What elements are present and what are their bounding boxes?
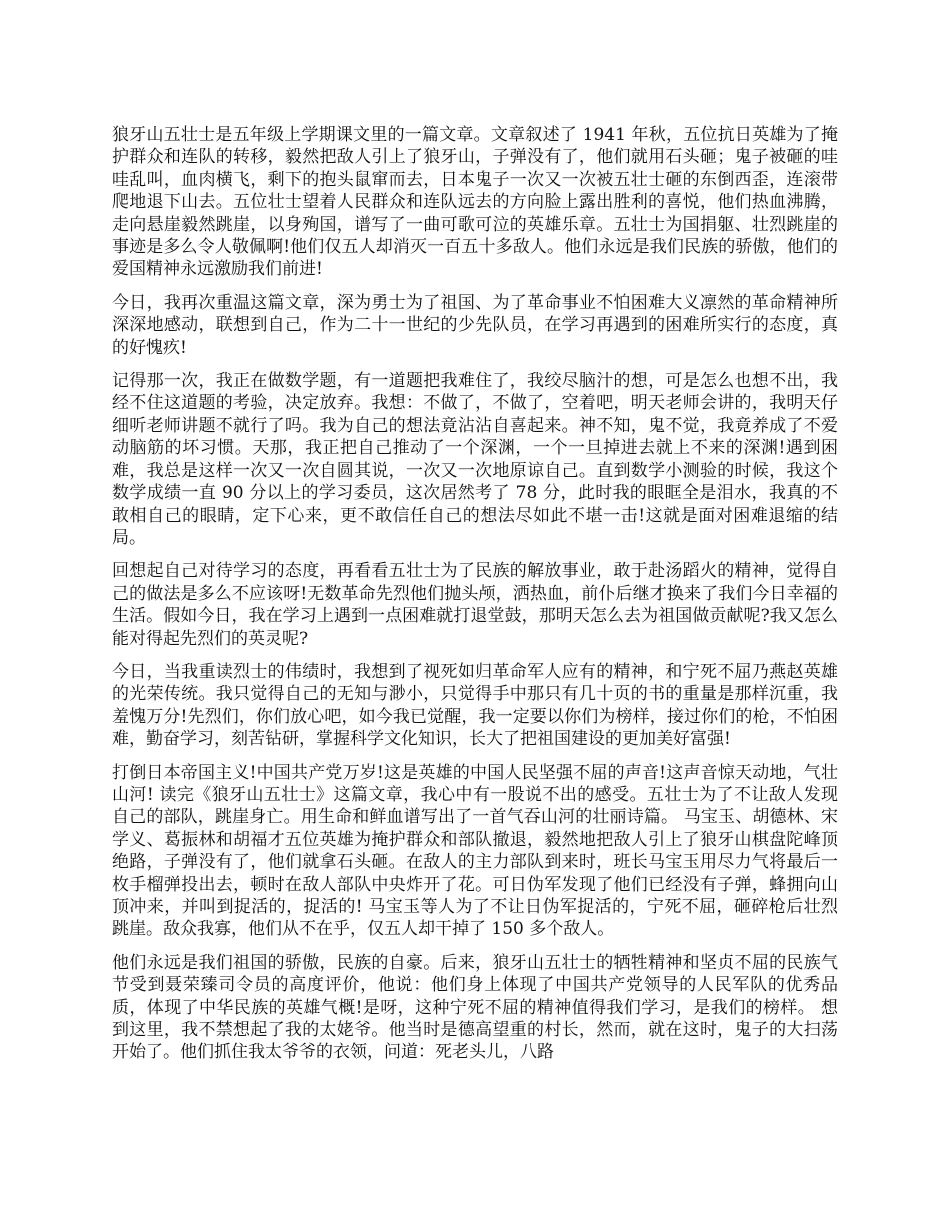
document-body [112,124,838,1075]
paragraph-1: 狼牙山五壮士是五年级上学期课文里的一篇文章。文章叙述了 1941 年秋，五位抗日英雄为了掩护群众和连队的转移，毅然把敌人引上了狼牙山，子弹没有了，他们就用石头砸；鬼子被砸的哇哇乱叫，血肉横飞，剩下的抱头鼠窜而去，日本鬼子一次又一次被五壮士砸的东倒西歪，连滚带爬地退下山去。五位壮士望着人民群众和连队远去的方向脸上露出胜利的喜悦，他们热血沸腾，走向悬崖毅然跳崖，以身殉国，谱写了一曲可歌可泣的英雄乐章。五壮士为国捐躯、壮烈跳崖的事迹是多么令人敬佩啊!他们仅五人却消灭一百五十多敌人。他们永远是我们民族的骄傲，他们的爱国精神永远激励我们前进! [112,125,838,280]
paragraph-4: 回想起自己对待学习的态度，再看看五壮士为了民族的解放事业，敢于赴汤蹈火的精神，觉得自己的做法是多么不应该呀!无数革命先烈他们抛头颅，洒热血，前仆后继才换来了我们今日幸福的生活。假如今日，我在学习上遇到一点困难就打退堂鼓，那明天怎么去为祖国做贡献呢?我又怎么能对得起先烈们的英灵呢? [112,561,838,649]
paragraph-3: 记得那一次，我正在做数学题，有一道题把我难住了，我绞尽脑汁的想，可是怎么也想不出，我经不住这道题的考验，决定放弃。我想：不做了，不做了，空着吧，明天老师会讲的，我明天仔细听老师讲题不就行了吗。我为自己的想法竟沾沾自喜起来。神不知，鬼不觉，我竟养成了不爱动脑筋的坏习惯。天那，我正把自己推动了一个深渊，一个一旦掉进去就上不来的深渊!遇到困难，我总是这样一次又一次自圆其说，一次又一次地原谅自己。直到数学小测验的时候，我这个数学成绩一直 90 分以上的学习委员，这次居然考了 78 分，此时我的眼眶全是泪水，我真的不敢相自己的眼睛，定下心来，更不敢信任自己的想法尽如此不堪一击!这就是面对困难退缩的结局。 [112,371,838,548]
paragraph-2: 今日，我再次重温这篇文章，深为勇士为了祖国、为了革命事业不怕困难大义凛然的革命精神所深深地感动，联想到自己，作为二十一世纪的少先队员，在学习再遇到的困难所实行的态度，真的好愧疚! [112,292,838,358]
paragraph-5: 今日，当我重读烈士的伟绩时，我想到了视死如归革命军人应有的精神，和宁死不屈乃燕赵英雄的光荣传统。我只觉得自己的无知与渺小，只觉得手中那只有几十页的书的重量是那样沉重，我羞愧万分!先烈们，你们放心吧，如今我已觉醒，我一定要以你们为榜样，接过你们的枪，不怕困难，勤奋学习，刻苦钻研，掌握科学文化知识，长大了把祖国建设的更加美好富强! [112,661,838,750]
paragraph-7: 他们永远是我们祖国的骄傲，民族的自豪。后来，狼牙山五壮士的牺牲精神和坚贞不屈的民族气节受到聂荣臻司令员的高度评价，他说：他们身上体现了中国共产党领导的人民军队的优秀品质，体现了中华民族的英雄气概!是呀，这种宁死不屈的精神值得我们学习，是我们的榜样。 想到这里，我不禁想起了我的太姥爷。他当时是德高望重的村长，然而，就在这时，鬼子的大扫荡开始了。他们抓住我太爷爷的衣领，问道：死老头儿，八路 [112,952,838,1063]
paragraph-6: 打倒日本帝国主义!中国共产党万岁!这是英雄的中国人民坚强不屈的声音!这声音惊天动地，气壮山河! 读完《狼牙山五壮士》这篇文章，我心中有一股说不出的感受。五壮士为了不让敌人发现自己的部队，跳崖身亡。用生命和鲜血谱写出了一首气吞山河的壮丽诗篇。 马宝玉、胡德林、宋学义、葛振林和胡福才五位英雄为掩护群众和部队撤退，毅然地把敌人引上了狼牙山棋盘陀峰顶绝路，子弹没有了，他们就拿石头砸。在敌人的主力部队到来时，班长马宝玉用尽力气将最后一枚手榴弹投出去，顿时在敌人部队中央炸开了花。可日伪军发现了他们已经没有子弹，蜂拥向山顶冲来，并叫到捉活的，捉活的! 马宝玉等人为了不让日伪军捉活的，宁死不屈，砸碎枪后壮烈跳崖。敌众我寡，他们从不在乎，仅五人却干掉了 150 多个敌人。 [112,762,838,940]
